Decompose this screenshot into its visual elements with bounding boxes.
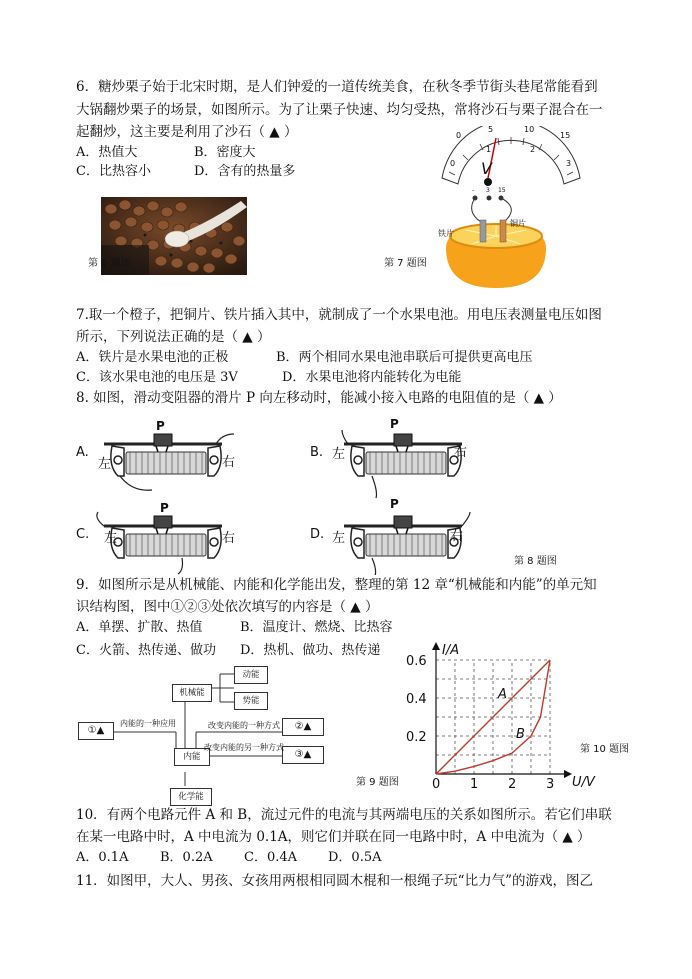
q10-option-d: D．0.5A <box>328 850 382 865</box>
scale-bottom-0: 0 <box>456 131 462 140</box>
rheostat-figures <box>0 410 692 575</box>
y-tick-label: 0.6 <box>406 654 427 669</box>
q8-label-a: A. <box>76 445 89 460</box>
scale-bottom-3: 15 <box>560 131 571 140</box>
scale-top-1: 1 <box>486 145 492 154</box>
box-blank-1: ①▲ <box>78 722 114 740</box>
q10-line-1: 10．有两个电路元件 A 和 B，流过元件的电流与其两端电压的关系如图所示。若它们串联 <box>76 807 612 823</box>
scale-bottom-1: 5 <box>488 126 494 134</box>
copper-plate <box>500 220 506 242</box>
rheostat-a <box>104 434 234 490</box>
q7-line-2: 所示，下列说法正确的是（ ▲ ） <box>76 329 271 345</box>
q7-option-b: B．两个相同水果电池串联后可提供更高电压 <box>276 350 533 365</box>
q10-figure-caption: 第 10 题图 <box>580 744 630 755</box>
q8-right-b: 右 <box>454 445 468 460</box>
x-axis-label: U/V <box>572 775 595 790</box>
q8-left-b: 左 <box>332 447 346 462</box>
box-kinetic-energy: 动能 <box>234 666 268 684</box>
rheostat-b <box>342 430 462 498</box>
scale-top-0: 0 <box>450 159 456 168</box>
x-tick-label: 3 <box>546 777 555 790</box>
q8-label-c: C. <box>76 527 90 542</box>
q8-right-a: 右 <box>222 455 236 470</box>
q8-left-d: 左 <box>332 531 346 546</box>
q10-option-b: B．0.2A <box>160 850 213 865</box>
q8-figure-caption: 第 8 题图 <box>514 556 557 567</box>
voltmeter-letter: V <box>481 159 492 178</box>
voltmeter-orange-figure <box>436 126 586 290</box>
label-application: 内能的一种应用 <box>120 719 176 728</box>
y-axis-arrow <box>432 642 440 650</box>
y-tick-label: 0.2 <box>406 730 427 745</box>
terminal-3: 3 <box>486 187 490 194</box>
box-blank-2: ②▲ <box>282 718 324 736</box>
scale-top-2: 2 <box>530 145 536 154</box>
q9-figure-caption: 第 9 题图 <box>356 777 399 788</box>
scale-top-3: 3 <box>566 159 572 168</box>
q8-left-c: 左 <box>104 531 118 546</box>
terminal-15: 15 <box>498 187 506 194</box>
q10-option-a: A．0.1A <box>76 850 129 865</box>
q7-option-a: A．铁片是水果电池的正极 <box>76 350 229 365</box>
q10-option-c: C．0.4A <box>244 850 298 865</box>
q8-label-b: B. <box>310 445 324 460</box>
q11-line-1: 11．如图甲，大人、男孩、女孩用两根相同圆木棍和一根绳子玩“比力气”的游戏，图乙 <box>76 873 593 889</box>
q7-line-1: 7.取一个橙子，把铜片、铁片插入其中，就制成了一个水果电池。用电压表测量电压如图 <box>76 307 602 323</box>
q7-option-d: D．水果电池将内能转化为电能 <box>282 370 462 385</box>
q8-right-c: 右 <box>222 531 236 546</box>
q8-right-d: 右 <box>450 529 464 544</box>
series-label-b: B <box>516 727 525 742</box>
label-way-1: 改变内能的一种方式 <box>208 721 280 730</box>
q6-line-2: 大锅翻炒栗子的场景，如图所示。为了让栗子快速、均匀受热，常将沙石与栗子混合在一 <box>76 102 603 118</box>
q9-line-2: 识结构图，图中①②③处依次填写的内容是（ ▲ ） <box>76 599 379 615</box>
q6-option-b: B．密度大 <box>194 145 256 160</box>
iu-chart <box>398 640 598 790</box>
box-blank-3: ③▲ <box>282 746 324 764</box>
q7-figure-caption: 第 7 题图 <box>384 258 427 269</box>
iron-label: 铁片 <box>438 229 454 238</box>
box-internal-energy: 内能 <box>174 748 210 766</box>
slider-p-a: P <box>156 419 165 433</box>
copper-label: 铜片 <box>510 219 526 228</box>
q6-option-a: A．热值大 <box>76 145 138 160</box>
q9-option-a: A．单摆、扩散、热值 <box>76 620 203 635</box>
q6-line-1: 6．糖炒栗子始于北宋时期，是人们钟爱的一道传统美食，在秋冬季节街头巷尾常能看到 <box>76 79 598 95</box>
scale-bottom-2: 10 <box>524 126 535 134</box>
x-axis-arrow <box>564 770 572 778</box>
box-potential-energy: 势能 <box>234 692 268 710</box>
q6-line-3: 起翻炒，这主要是利用了沙石（ ▲ ） <box>76 124 298 140</box>
q9-line-1: 9．如图所示是从机械能、内能和化学能出发，整理的第 12 章“机械能和内能”的单元知 <box>76 577 597 593</box>
iron-plate <box>480 220 486 242</box>
x-tick-label: 2 <box>508 777 517 790</box>
q6-figure-caption: 第 6 题图 <box>88 258 131 269</box>
q6-option-c: C．比热容小 <box>76 164 151 179</box>
slider-p-c: P <box>160 501 169 515</box>
q9-option-d: D．热机、做功、热传递 <box>240 643 381 658</box>
q8-left-a: 左 <box>98 457 112 472</box>
q9-option-c: C．火箭、热传递、做功 <box>76 643 216 658</box>
q7-option-c: C．该水果电池的电压是 3V <box>76 370 238 385</box>
series-label-a: A <box>498 687 507 702</box>
q9-option-b: B．温度计、燃烧、比热容 <box>240 620 393 635</box>
q8-label-d: D. <box>310 527 325 542</box>
y-tick-label: 0.4 <box>406 692 427 707</box>
label-way-2: 改变内能的另一种方式 <box>204 743 284 752</box>
x-tick-label: 0 <box>432 777 441 790</box>
box-mechanical-energy: 机械能 <box>172 684 212 702</box>
q10-line-2: 在某一电路中时，A 中电流为 0.1A，则它们并联在同一电路中时，A 中电流为（ ▲ ） <box>76 829 591 845</box>
q6-option-d: D．含有的热量多 <box>194 164 296 179</box>
x-tick-label: 1 <box>470 777 479 790</box>
y-axis-label: I/A <box>442 643 460 658</box>
slider-p-b: P <box>390 417 399 431</box>
slider-p-d: P <box>390 497 399 511</box>
terminal-neg: - <box>472 187 475 194</box>
q8-line-1: 8. 如图，滑动变阻器的滑片 P 向左移动时，能减小接入电路的电阻值的是（ ▲ ） <box>76 390 562 406</box>
box-chemical-energy: 化学能 <box>170 788 212 806</box>
